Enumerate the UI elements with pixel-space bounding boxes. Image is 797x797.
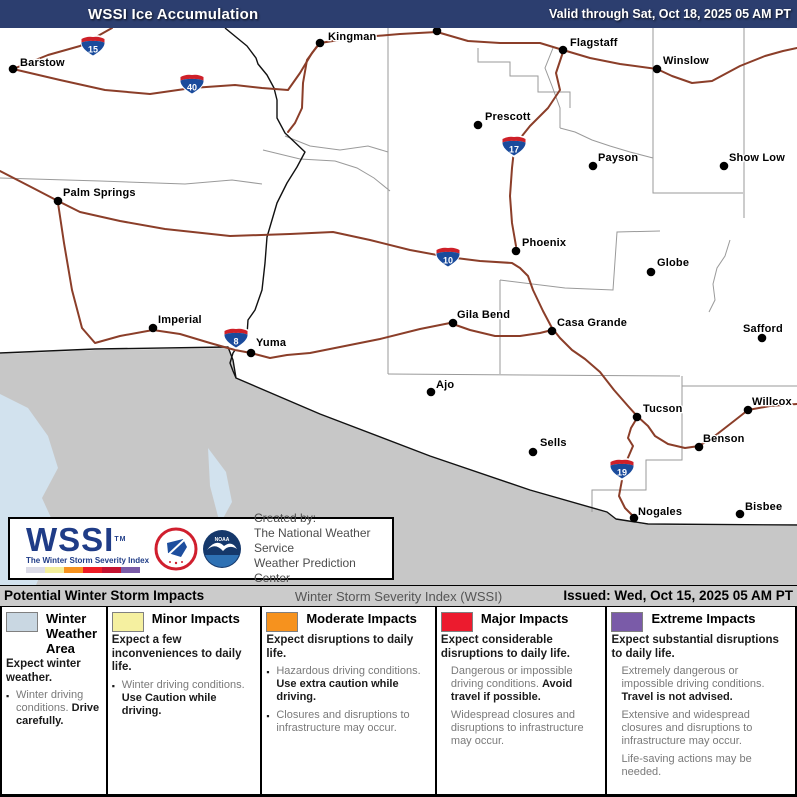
city-dot: [720, 162, 729, 171]
severity-color-swatch: [83, 567, 102, 573]
map-svg: [0, 28, 797, 585]
shield-number: 10: [442, 255, 454, 266]
legend-item: [266, 709, 432, 735]
city-label: Sells: [540, 437, 567, 449]
city-label: Imperial: [158, 314, 202, 326]
legend-intro: Expect considerable disruptions to daily life.: [440, 634, 570, 660]
city-label: Kingman: [328, 31, 377, 43]
legend-item: [441, 665, 603, 704]
legend-text-segment: Use Caution while driving.: [121, 691, 217, 717]
legend-text-segment: Winter driving conditions.: [121, 678, 245, 691]
legend-text-segment: Widespread closures and disruptions to infrastructure may occur.: [450, 709, 584, 747]
item-indent: [441, 665, 451, 704]
county-border: [545, 48, 560, 128]
legend-swatch: [112, 612, 144, 632]
item-indent: [611, 753, 621, 779]
city-label: Show Low: [729, 152, 785, 164]
legend-item: [266, 665, 432, 704]
wssi-logo-box: [8, 511, 394, 585]
city-dot: [9, 65, 18, 74]
city-dot: [474, 121, 483, 130]
impacts-legend: [0, 607, 797, 797]
legend-item: [112, 679, 258, 718]
svg-text:NOAA: NOAA: [214, 536, 230, 543]
county-border: [653, 28, 743, 193]
shield-number: 8: [233, 336, 239, 347]
legend-column-moderate-impacts: [262, 607, 437, 794]
legend-title: Extreme Impacts: [651, 611, 756, 626]
city-label: Barstow: [20, 57, 65, 69]
legend-text-segment: Avoid travel if possible.: [450, 678, 573, 703]
state-border: [225, 28, 305, 378]
city-dot: [744, 406, 753, 415]
interstate-shield-17: [501, 135, 527, 157]
item-indent: [611, 665, 621, 704]
shield-number: 17: [508, 144, 520, 155]
legend-item: [611, 665, 792, 704]
legend-text-segment: Extremely dangerous or impossible driving conditions.: [621, 665, 765, 690]
bullet-marker: ▪: [6, 691, 10, 701]
item-indent: [441, 709, 451, 748]
legend-text-segment: Travel is not advised.: [621, 691, 733, 703]
city-dot: [449, 319, 458, 328]
legend-intro: Expect substantial disruptions to daily life.: [611, 634, 779, 660]
city-dot: [633, 413, 642, 422]
city-label: Winslow: [663, 55, 709, 67]
city-label: Gila Bend: [457, 309, 511, 321]
city-label: Safford: [743, 323, 783, 335]
legend-text-segment: Extensive and widespread closures and disruptions to infrastructure may occur.: [621, 709, 753, 747]
interstate-shield-19: [609, 458, 635, 480]
city-dot: [736, 510, 745, 519]
city-dot: [653, 65, 662, 74]
city-dot: [433, 28, 442, 35]
city-label: Payson: [598, 152, 639, 164]
legend-text-segment: Dangerous or impossible driving conditions.: [450, 665, 573, 690]
item-indent: [611, 709, 621, 748]
interstate-shield-8: [223, 327, 249, 349]
severity-color-swatch: [121, 567, 140, 573]
bullet-marker: ▪: [266, 711, 270, 721]
legend-text-segment: Hazardous driving conditions.: [276, 665, 421, 677]
legend-text-segment: Closures and disruptions to infrastructure may occur.: [276, 709, 410, 734]
legend-text-segment: Winter driving conditions.: [16, 689, 84, 714]
city-label: Nogales: [638, 506, 683, 518]
shield-number: 15: [87, 44, 99, 55]
legend-column-major-impacts: [437, 607, 608, 794]
legend-swatch: [266, 612, 298, 632]
legend-title: Winter Weather Area: [46, 611, 98, 656]
legend-text-segment: Life-saving actions may be needed.: [621, 753, 752, 778]
county-border: [0, 178, 262, 184]
legend-intro: Expect disruptions to daily life.: [266, 634, 414, 660]
legend-swatch: [611, 612, 643, 632]
shield-number: 40: [186, 82, 198, 93]
severity-color-swatch: [26, 567, 45, 573]
interstate-shield-40: [179, 73, 205, 95]
county-border: [709, 240, 730, 312]
created-by-line: The National Weather Service: [254, 526, 371, 555]
wssi-wordmark: WSSI™: [26, 520, 127, 558]
legend-title: Moderate Impacts: [306, 611, 417, 626]
noaa-logo-icon: [202, 529, 242, 569]
city-dot: [247, 349, 256, 358]
legend-swatch: [6, 612, 38, 632]
city-label: Prescott: [485, 111, 531, 123]
legend-text-segment: Drive carefully.: [16, 702, 100, 727]
city-dot: [559, 46, 568, 55]
county-border: [388, 374, 680, 376]
valid-through-text: Valid through Sat, Oct 18, 2025 05 AM PT: [549, 7, 791, 21]
city-dot: [54, 197, 63, 206]
bullet-marker: ▪: [266, 667, 270, 677]
issued-text: Issued: Wed, Oct 15, 2025 05 AM PT: [563, 588, 793, 603]
city-dot: [427, 388, 436, 397]
severity-color-swatch: [45, 567, 64, 573]
legend-intro: Expect a few inconveniences to daily life.: [111, 634, 242, 673]
legend-column-winter-weather-area: [2, 607, 108, 794]
county-border: [263, 150, 390, 191]
city-dot: [630, 514, 639, 523]
city-dot: [512, 247, 521, 256]
interstate-shield-10: [435, 246, 461, 268]
footer-center-title: Winter Storm Severity Index (WSSI): [294, 589, 503, 604]
city-label: Benson: [703, 433, 745, 445]
page-title: WSSI Ice Accumulation: [88, 5, 259, 23]
legend-text-segment: Use extra caution while driving.: [276, 678, 399, 703]
shield-number: 19: [616, 467, 628, 478]
city-label: Flagstaff: [570, 37, 618, 49]
map-area: [0, 28, 797, 585]
county-border: [285, 136, 388, 152]
city-label: Globe: [657, 257, 690, 269]
legend-intro: Expect winter weather.: [6, 658, 81, 684]
legend-item: [6, 689, 103, 728]
city-dot: [529, 448, 538, 457]
footer-left-title: Potential Winter Storm Impacts: [4, 588, 205, 603]
city-label: Palm Springs: [63, 187, 136, 199]
legend-item: [441, 709, 603, 748]
city-dot: [647, 268, 656, 277]
interstate-shield-15: [80, 35, 106, 57]
created-by-line: Weather Prediction Center: [254, 556, 356, 585]
highway-road: [288, 45, 318, 132]
city-label: Bisbee: [745, 501, 783, 513]
legend-column-minor-impacts: [108, 607, 263, 794]
highway-road: [251, 323, 552, 358]
city-dot: [316, 39, 325, 48]
city-dot: [695, 443, 704, 452]
wssi-severity-colorbar: [26, 567, 140, 573]
legend-title: Minor Impacts: [151, 611, 240, 626]
city-label: Willcox: [752, 396, 792, 408]
legend-swatch: [441, 612, 473, 632]
city-dot: [149, 324, 158, 333]
city-label: Ajo: [436, 379, 455, 391]
city-label: Tucson: [643, 403, 683, 415]
footer-title-bar: [0, 585, 797, 607]
trademark-symbol: TM: [114, 535, 127, 543]
header-bar: [0, 0, 797, 28]
legend-item: [611, 753, 792, 779]
created-by-text: [254, 511, 392, 586]
severity-color-swatch: [102, 567, 121, 573]
created-by-line: Created by:: [254, 511, 317, 525]
legend-item: [611, 709, 792, 748]
city-label: Casa Grande: [557, 317, 628, 329]
nws-logo-icon: [154, 527, 198, 571]
bullet-marker: ▪: [111, 680, 115, 691]
city-label: Phoenix: [522, 237, 567, 249]
severity-color-swatch: [64, 567, 83, 573]
city-label: Yuma: [256, 337, 287, 349]
city-dot: [589, 162, 598, 171]
wssi-tagline: The Winter Storm Severity Index: [26, 555, 150, 565]
legend-title: Major Impacts: [480, 611, 569, 626]
legend-column-extreme-impacts: [607, 607, 795, 794]
city-dot: [548, 327, 557, 336]
wssi-wordmark-block: [26, 520, 150, 573]
